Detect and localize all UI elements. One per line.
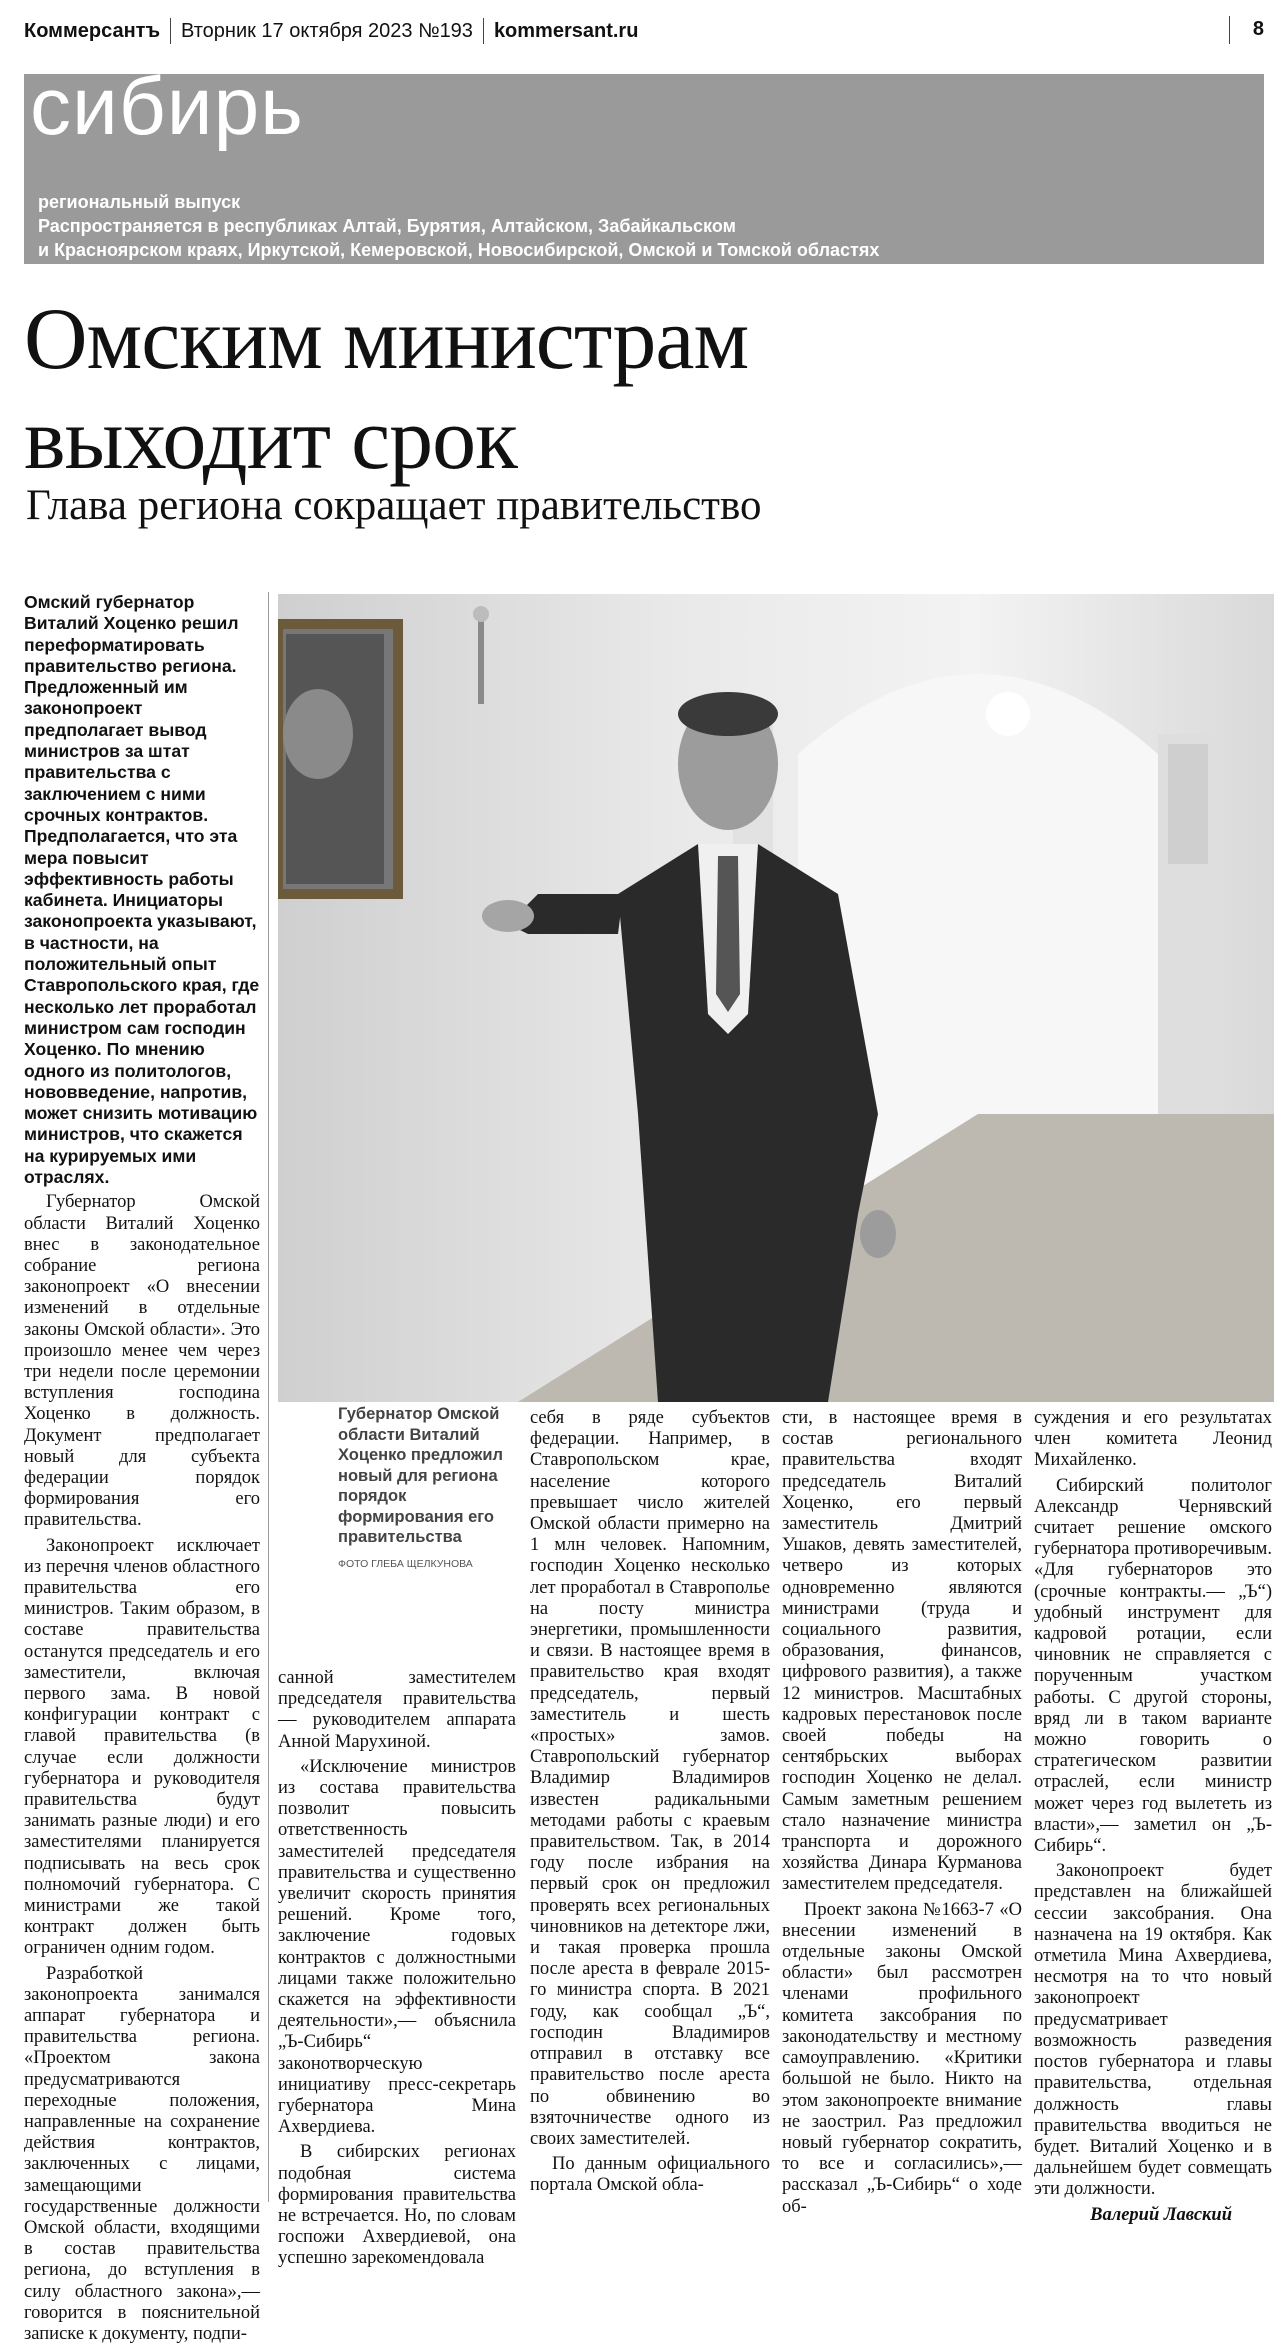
article-author: Валерий Лавский	[1090, 2204, 1232, 2225]
column-1	[24, 592, 260, 2349]
paragraph: Законопроект исключает из перечня членов областного правительства его министров. Таким образом, в составе правительства останутся председатель и его заместители, включая первого зама. В новой конфигурации контракт с главой правительства (в случае если должности губернатора и руководителя правительства будут занимать разные люди) и его заместителями планируется подписывать на весь срок полномочий губернатора. С министрами же такой контракт должен быть ограничен одним годом.	[24, 1535, 261, 1959]
article-lead: Омский губернатор Виталий Хоценко решил переформатировать правительство региона. Предложенный им законопроект предполагает вывод министров за штат правительства с заключением с ними срочных контрактов. Предполагается, что эта мера повысит эффективность работы кабинета. Инициаторы законопроекта указывают, в частности, на положительный опыт Ставропольского края, где несколько лет проработал министром сам господин Хоценко. По мнению одного из политологов, нововведение, напротив, может снизить мотивацию министров, что скажется на курируемых ими отраслях.	[24, 592, 260, 1188]
paragraph: Сибирский политолог Александр Чернявский считает решение омского губернатора противоречивым. «Для губернаторов это (срочные контракты.— „Ъ“) удобный инструмент для кадровой ротации, если чиновник не справляется с порученным участком работы. С другой стороны, вряд ли в таком варианте можно говорить о стратегическом развитии отраслей, если министр может через год вылететь из власти»,— заметил он „Ъ-Сибирь“.	[1034, 1475, 1272, 1857]
paragraph: Разработкой законопроекта занимался аппарат губернатора и правительства региона. «Проектом закона предусматриваются переходные положения, направленные на сохранение действия контрактов, заключенных с лицами, замещающими государственные должности Омской области, входящими в состав правительства региона, до вступления в силу областного закона»,— говорится в пояснительной записке к документу, подпи-	[24, 1963, 260, 2345]
section-title: сибирь	[30, 61, 304, 152]
photo-credit: ФОТО ГЛЕБА ЩЕЛКУНОВА	[338, 1557, 473, 1570]
paragraph: себя в ряде субъектов федерации. Например, в Ставропольском крае, население которого превышает число жителей Омской области примерно на 1 млн человек. Напомним, господин Хоценко несколько лет проработал в Ставрополье на посту министра энергетики, промышленности и связи. В настоящее время в правительство края входят председатель, первый заместитель и шесть «простых» замов. Ставропольский губернатор Владимир Владимиров известен радикальными методами работы с краевым правительством. Так, в 2014 году после избрания на первый срок он предложил проверять всех региональных чиновников на детекторе лжи, и такая проверка прошла после ареста в феврале 2015-го министра спорта. В 2021 году, как сообщал „Ъ“, господин Владимиров отправил в отставку все правительство после ареста по обвинению во взяточничестве одного из своих заместителей.	[530, 1408, 770, 2149]
paragraph: «Исключение министров из состава правительства позволит повысить ответственность заместителей председателя правительства и существенно увеличит скорость принятия решений. Кроме того, заключение годовых контрактов с должностными лицами также положительно скажется на эффективности деятельности»,— объяснила „Ъ-Сибирь“ законотворческую инициативу пресс-секретарь губернатора Мина Ахвердиева.	[278, 1756, 516, 2138]
headline	[24, 290, 1264, 490]
paragraph: суждения и его результатах член комитета Леонид Михайленко.	[1034, 1408, 1272, 1471]
paragraph: По данным официального портала Омской обла-	[530, 2154, 770, 2196]
divider	[483, 18, 484, 44]
column-3	[530, 1408, 770, 2201]
caption-text: Губернатор Омской области Виталий Хоценко предложил новый для региона порядок формирования его правительства	[338, 1405, 503, 1546]
site-link[interactable]: kommersant.ru	[493, 19, 639, 42]
paragraph: санной заместителем председателя правительства — руководителем аппарата Анной Марухиной.	[278, 1668, 516, 1752]
photo-illustration	[278, 594, 1274, 1402]
column-rule	[268, 592, 269, 2202]
paragraph: Проект закона №1663-7 «О внесении изменений в отдельные законы Омской области» был рассмотрен членами профильного комитета заксобрания по законодательству и местному самоуправлению. «Критики большой не было. Никто на этом законопроекте внимание не заострил. Раз предложил новый губернатор сократить, то все и согласились»,— рассказал „Ъ-Сибирь“ о ходе об-	[782, 1899, 1022, 2217]
article-photo	[278, 594, 1274, 1402]
edition-info	[38, 190, 879, 262]
paragraph: Законопроект будет представлен на ближайшей сессии заксобрания. Она назначена на 19 октября. Как отметила Мина Ахвердиева, несмотря на то что новый законопроект предусматривает возможность разведения постов губернатора и главы правительства, отдельная должность главы правительства вводиться не будет. Виталий Хоценко и в дальнейшем будет совмещать эти должности.	[1034, 1861, 1272, 2200]
headline-line-1: Омским министрам	[24, 291, 749, 388]
photo-caption	[338, 1404, 518, 1574]
paragraph: Губернатор Омской области Виталий Хоценко внес в законодательное собрание региона законопроект «О внесении изменений в отдельные законы Омской области». Это произошло менее чем через три недели после церемонии вступления господина Хоценко в должность. Документ предполагает новый для субъекта федерации порядок формирования его правительства.	[24, 1192, 260, 1531]
column-5	[1034, 1408, 1272, 2230]
headline-line-2: выходит срок	[24, 391, 517, 488]
subheadline: Глава региона сокращает правительство	[26, 482, 762, 529]
paragraph: В сибирских регионах подобная система формирования правительства не встречается. Но, по словам госпожи Ахвердиевой, она успешно зарекомендовала	[278, 2142, 516, 2269]
newspaper-brand: Коммерсантъ	[24, 19, 161, 42]
paragraph: сти, в настоящее время в состав регионального правительства входят председатель Виталий Хоценко, его первый заместитель Дмитрий Ушаков, девять заместителей, четверо из которых одновременно являются министрами (труда и социального развития, образования, финансов, цифрового развития), а также 12 министров. Масштабных кадровых перестановок после своей победы на сентябрьских выборах господин Хоценко не делал. Самым заметным решением стало назначение министра транспорта и дорожного хозяйства Динара Курманова заместителем председателя.	[782, 1408, 1022, 1895]
masthead-bar	[24, 14, 1264, 48]
column-2	[278, 1668, 516, 2274]
distribution-line-2: и Красноярском краях, Иркутской, Кемеровской, Новосибирской, Омской и Томской областях	[38, 240, 880, 260]
edition-label: региональный выпуск	[38, 192, 241, 212]
issue-date: Вторник 17 октября 2023 №193	[181, 19, 473, 42]
page-number: 8	[1252, 18, 1264, 40]
divider	[1229, 16, 1230, 44]
distribution-line-1: Распространяется в республиках Алтай, Бурятия, Алтайском, Забайкальском	[38, 216, 736, 236]
divider	[170, 18, 171, 44]
column-4	[782, 1408, 1022, 2222]
